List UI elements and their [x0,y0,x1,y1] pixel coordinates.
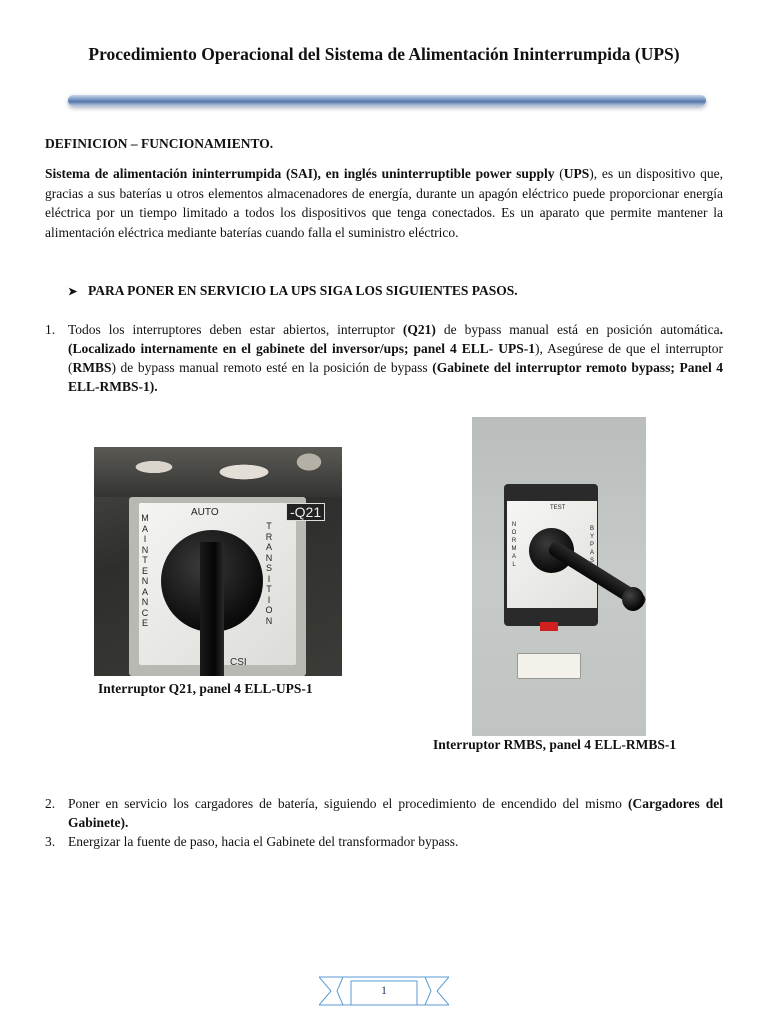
rmbs-switch-photo [472,417,646,736]
manual-bypass-label-plate [517,653,581,679]
steps-heading [68,283,518,299]
step-text [68,794,723,832]
bypass-label: B Y P A S [589,526,594,564]
brand-logo: CSI [230,657,247,668]
page-number-badge [319,973,449,1009]
step-1-text-a: Todos los interruptores deben estar abiertos, interruptor [68,322,403,337]
page-number: 1 [381,983,387,997]
knob-handle [200,542,224,676]
intro-paragraph [45,164,723,242]
test-label: TEST [550,505,566,511]
intro-ups: UPS [563,166,590,181]
step-1-rmbs: RMBS [72,360,112,375]
document-title: Procedimiento Operacional del Sistema de Alimentación Ininterrumpida (UPS) [88,44,680,64]
figure-2-caption: Interruptor RMBS, panel 4 ELL-RMBS-1 [433,737,677,752]
step-1 [45,320,723,396]
cables-background [94,447,342,497]
figure-1-caption: Interruptor Q21, panel 4 ELL-UPS-1 [98,681,313,696]
switch-id-label: -Q21 [286,503,325,521]
step-1-text-b: de bypass manual está en posición automática [435,322,720,337]
step-3 [45,832,723,851]
intro-bold: Sistema de alimentación ininterrumpida (SAI), en inglés uninterruptible power supply [45,166,555,181]
maintenance-label: M A I N T E N A N C E [141,513,149,628]
step-1-location: . (Localizado internamente en el gabinete del inversor/ups; panel 4 ELL- UPS-1 [68,322,723,356]
lever-ball [622,587,644,611]
step-1-q21: (Q21) [402,322,436,337]
red-indicator [540,622,558,631]
normal-label: N O R M A L [511,522,517,568]
step-2-text: Poner en servicio los cargadores de batería, siguiendo el procedimiento de encendido del mismo [68,796,628,811]
q21-switch-photo [94,447,342,676]
step-2 [45,794,723,832]
step-text: Energizar la fuente de paso, hacia el Gabinete del transformador bypass. [68,834,459,849]
arrow-bullet-icon: ➤ [68,286,78,298]
transition-label: T R A N S I T I O N [265,521,273,626]
step-1-text-c: ), Asegúrese de que el interruptor ( [68,341,723,375]
title-divider [68,95,706,106]
step-1-text-d: ) de bypass manual remoto esté en la posición de bypass [111,360,433,375]
section-heading: DEFINICION – FUNCIONAMIENTO. [45,136,274,151]
step-number: 1. [45,322,56,337]
step-text [68,320,723,396]
intro-text-1: ( [554,166,564,181]
step-2-bold: (Cargadores del Gabinete). [68,796,723,830]
auto-label: AUTO [191,507,219,518]
step-number: 2. [45,796,56,811]
intro-text-2: ), es un dispositivo que, gracias a sus baterías u otros elementos almacenadores de energía, durante un apagón eléctrico puede proporcionar energía eléctrica por un tiempo limitado a todos los dispositivos que tenga conectados. Es un aparato que permite mantener la alimentación eléctrica mediante baterías cuando falla el suministro eléctrico. [45,166,724,240]
steps-heading-text: PARA PONER EN SERVICIO LA UPS SIGA LOS SIGUIENTES PASOS. [88,283,518,298]
step-1-cabinet: (Gabinete del interruptor remoto bypass; Panel 4 ELL-RMBS-1). [68,360,723,394]
step-number: 3. [45,834,56,849]
